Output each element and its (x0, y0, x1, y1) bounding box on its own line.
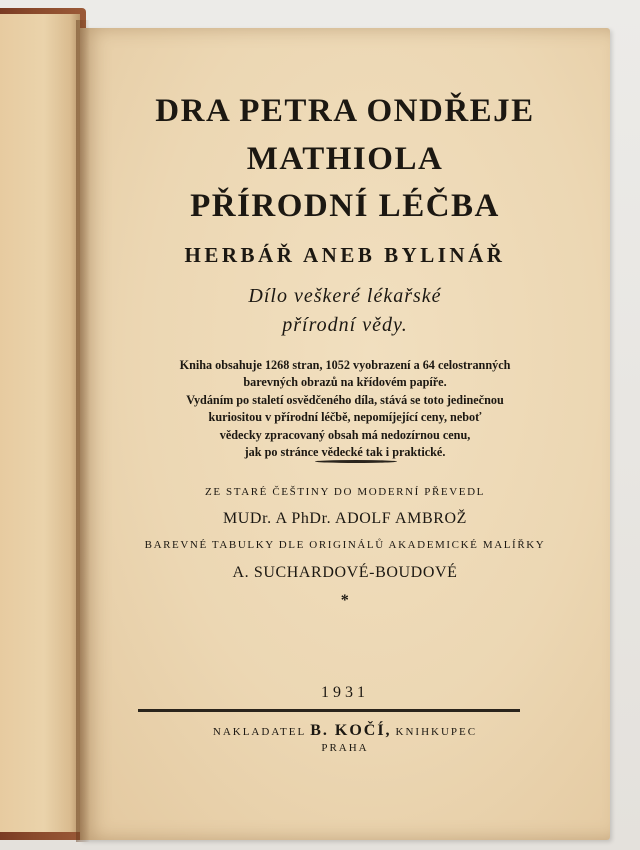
publisher-line (80, 722, 610, 740)
title-line-3: PŘÍRODNÍ LÉČBA (190, 188, 500, 224)
description-line-1: Kniha obsahuje 1268 stran, 1052 vyobrazení a 64 celostranných (179, 358, 511, 372)
description-line-4: kuriositou v přírodní léčbě, nepomíjející ceny, neboť (208, 410, 482, 424)
description-line-3: Vydáním po staletí osvědčeného díla, stává se toto jedinečnou (186, 393, 504, 407)
publisher-city: PRAHA (321, 742, 369, 754)
publisher-prefix: NAKLADATEL (212, 726, 307, 738)
publisher-suffix: KNIHKUPEC (395, 726, 478, 738)
translator-name: MUDr. A PhDr. ADOLF AMBROŽ (222, 510, 468, 527)
left-page-edge (0, 14, 80, 832)
title-line-1: DRA PETRA ONDŘEJE (155, 93, 535, 129)
publication-year: 1931 (321, 684, 369, 701)
title-line-2: MATHIOLA (246, 141, 444, 177)
publisher-name: B. KOČÍ, (310, 722, 392, 739)
tagline-line-1: Dílo veškeré lékařské (248, 285, 442, 307)
description-line-6: jak po stránce vědecké tak i praktické. (244, 445, 446, 459)
illustration-note: BAREVNÉ TABULKY DLE ORIGINÁLŮ AKADEMICKÉ MALÍŘKY (144, 539, 546, 551)
asterisk-ornament: * (340, 592, 350, 609)
imprint-rule (138, 709, 520, 712)
subtitle: HERBÁŘ ANEB BYLINÁŘ (184, 243, 506, 267)
translation-note: ZE STARÉ ČEŠTINY DO MODERNÍ PŘEVEDL (205, 486, 485, 498)
ornamental-rule (315, 460, 397, 463)
description-line-2: barevných obrazů na křídovém papíře. (243, 375, 447, 389)
tagline-line-2: přírodní vědy. (282, 314, 408, 336)
illustrator-name: A. SUCHARDOVÉ-BOUDOVÉ (232, 564, 458, 581)
description-line-5: vědecky zpracovaný obsah má nedozírnou cenu, (219, 428, 471, 442)
